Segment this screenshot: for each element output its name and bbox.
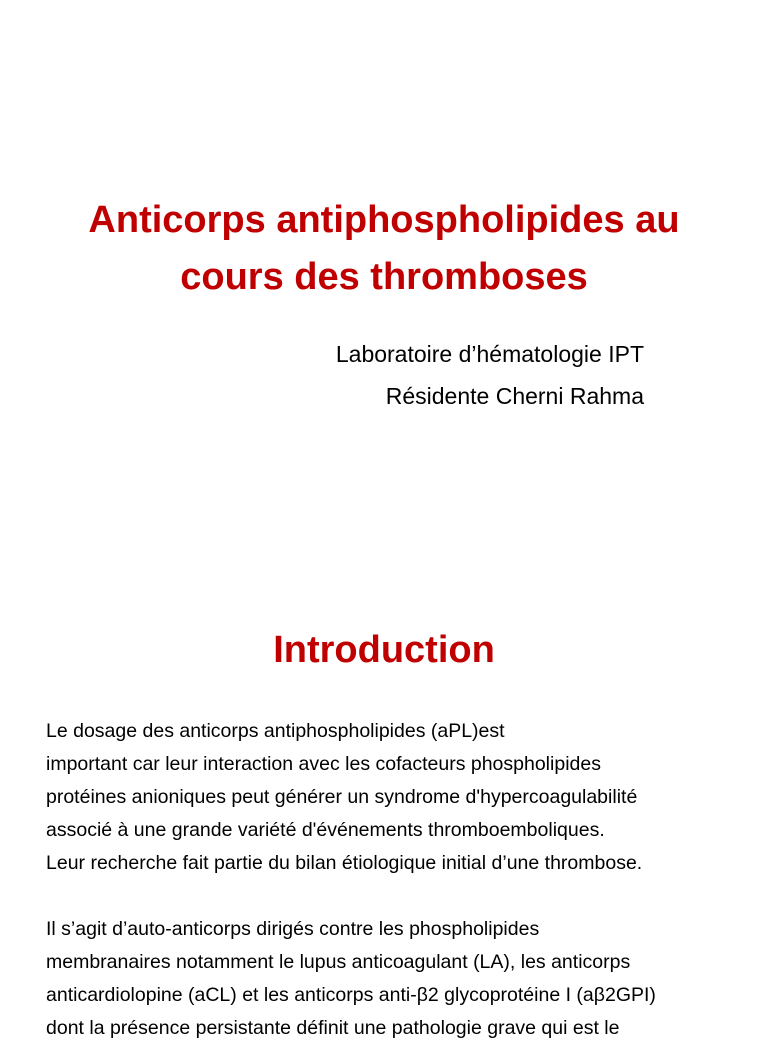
paragraph-spacer bbox=[46, 880, 746, 913]
paragraph-line: important car leur interaction avec les cofacteurs phospholipides bbox=[46, 753, 601, 775]
title-line-2: cours des thromboses bbox=[180, 256, 588, 298]
document-title bbox=[0, 192, 768, 306]
section-heading-introduction: Introduction bbox=[273, 629, 495, 671]
paragraph-line: Leur recherche fait partie du bilan étiologique initial d’une thrombose. bbox=[46, 852, 643, 874]
paragraph-line: membranaires notamment le lupus anticoagulant (LA), les anticorps bbox=[46, 951, 631, 973]
paragraph-line: dont la présence persistante définit une pathologie grave qui est le bbox=[46, 1017, 620, 1039]
paragraph-line: Il s’agit d’auto-anticorps dirigés contre les phospholipides bbox=[46, 918, 540, 940]
laboratory-name: Laboratoire d’hématologie IPT bbox=[335, 341, 644, 367]
paragraph-line: associé à une grande variété d'événements thromboemboliques. bbox=[46, 819, 605, 841]
title-line-1: Anticorps antiphospholipides au bbox=[88, 199, 680, 241]
paragraph-line: anticardiolopine (aCL) et les anticorps anti-β2 glycoprotéine I (aβ2GPI) bbox=[46, 984, 656, 1006]
author-block bbox=[336, 333, 644, 417]
author-name: Résidente Cherni Rahma bbox=[385, 383, 644, 409]
paragraph-line: Le dosage des anticorps antiphospholipides (aPL)est bbox=[46, 720, 505, 742]
paragraph-line: protéines anioniques peut générer un syndrome d'hypercoagulabilité bbox=[46, 786, 638, 808]
introduction-body bbox=[46, 715, 746, 1045]
